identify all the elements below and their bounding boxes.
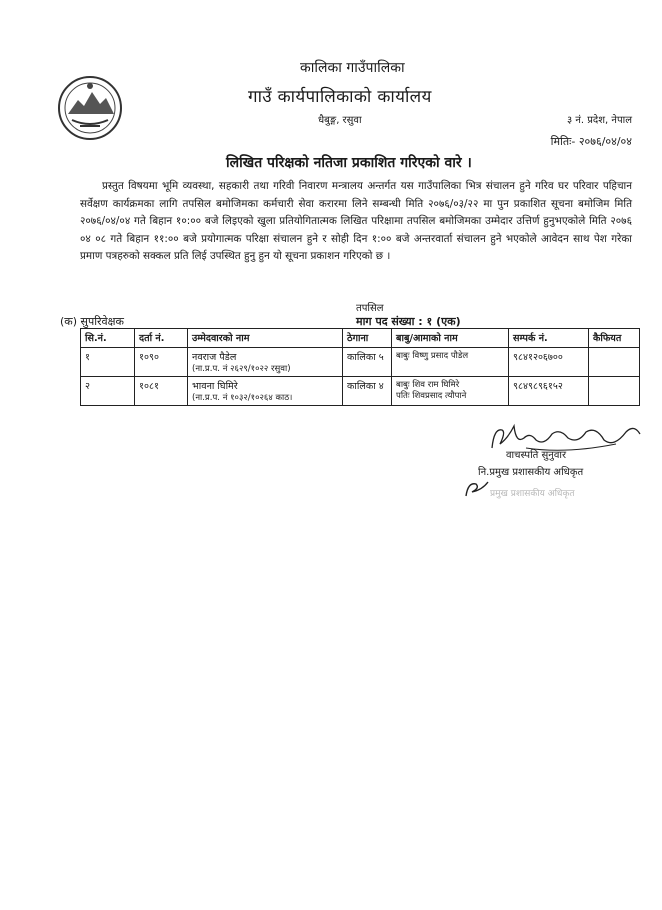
parent-name: बाबुः शिव राम घिमिरे [396,380,460,390]
cell-contact: ९८४९८९६१५२ [509,377,589,406]
cell-sn: २ [81,377,135,406]
schedule-heading: तपसिल [356,303,384,314]
cell-address: कालिका ४ [343,377,392,406]
candidate-name: भावना घिमिरे [192,381,238,392]
results-table [80,328,640,406]
cell-parent [392,348,509,377]
cell-parent [392,377,509,406]
faded-stamp: प्रमुख प्रशासकीय अधिकृत [490,489,575,499]
province-label: ३ नं. प्रदेश, नेपाल [566,115,632,126]
cell-name [188,348,343,377]
col-address: ठेगाना [343,329,392,348]
col-remarks: कैफियत [589,329,640,348]
signatory-name: वाचस्पति सुनुवार [506,450,567,461]
table-row [81,348,640,377]
cell-remarks [589,348,640,377]
parent-name-2: पतिः शिवप्रसाद त्यौपाने [396,391,467,401]
col-reg: दर्ता नं. [135,329,188,348]
cell-name [188,377,343,406]
col-sn: सि.नं. [81,329,135,348]
parent-name: बाबुः विष्णु प्रसाद पौडेल [396,351,469,361]
candidate-citizenship: (ना.प्र.प. नं १०३२/१०२६४ काठ। [192,393,293,403]
table-header-row [81,329,640,348]
cell-reg: १०९० [135,348,188,377]
candidate-name: नवराज पैडेल [192,352,237,363]
col-parent: बाबु/आमाको नाम [392,329,509,348]
signatory-title: नि.प्रमुख प्रशासकीय अधिकृत [478,467,584,478]
col-name: उम्मेदवारको नाम [188,329,343,348]
notice-subject: लिखित परिक्षको नतिजा प्रकाशित गरिएको वारे । [226,155,472,171]
table-row [81,377,640,406]
municipality-name: कालिका गाउँपालिका [300,60,405,76]
office-location: धैबुङ्ग, रसुवा [318,115,362,126]
position-label: (क) सुपरिवेक्षक [60,315,125,328]
nepal-emblem-icon [56,74,124,142]
cell-remarks [589,377,640,406]
col-contact: सम्पर्क नं. [509,329,589,348]
cell-contact: ९८४१२०६७०० [509,348,589,377]
cell-sn: १ [81,348,135,377]
cell-reg: १०८१ [135,377,188,406]
office-name: गाउँ कार्यपालिकाको कार्यालय [248,87,432,107]
notice-date: मितिः- २०७६/०४/०४ [550,135,632,148]
cell-address: कालिका ५ [343,348,392,377]
candidate-citizenship: (ना.प्र.प. नं २६२९/१०२२ रसुवा) [192,364,291,374]
post-count: माग पद संख्या : १ (एक) [356,315,461,328]
initials-scribble [462,478,492,500]
notice-body: प्रस्तुत विषयमा भूमि व्यवस्था, सहकारी तथा गरिवी निवारण मन्त्रालय अन्तर्गत यस गाउँपालिका भित्र संचालन हुने गरिव घर परिवार पहिचान सर्वेक्षण कार्यक्रमका लागि तपसिल बमोजिमका कर्मचारी सेवा करारमा लिने सम्बन्धी मिति २०७६/०३/२२ मा पुन प्रकाशित सूचना बमोजिम मिति २०७६/०४/०४ गते बिहान १०:०० बजे लिइएको खुला प्रतियोगितात्मक लिखित परिक्षामा तपसिल बमोजिमका उम्मेदार उत्तिर्ण हुनुभएकोले मिति २०७६ ०४ ०८ गते बिहान ११:०० बजे प्रयोगात्मक परिक्षा संचालन हुने र सोही दिन १:०० बजे अन्तरवार्ता संचालन हुने भएकोले आवेदन साथ पेश गरेका प्रमाण पत्रहरुको सक्कल प्रति लिई उपस्थित हुनु हुन यो सूचना प्रकाशन गरिएको छ । [80,180,632,262]
